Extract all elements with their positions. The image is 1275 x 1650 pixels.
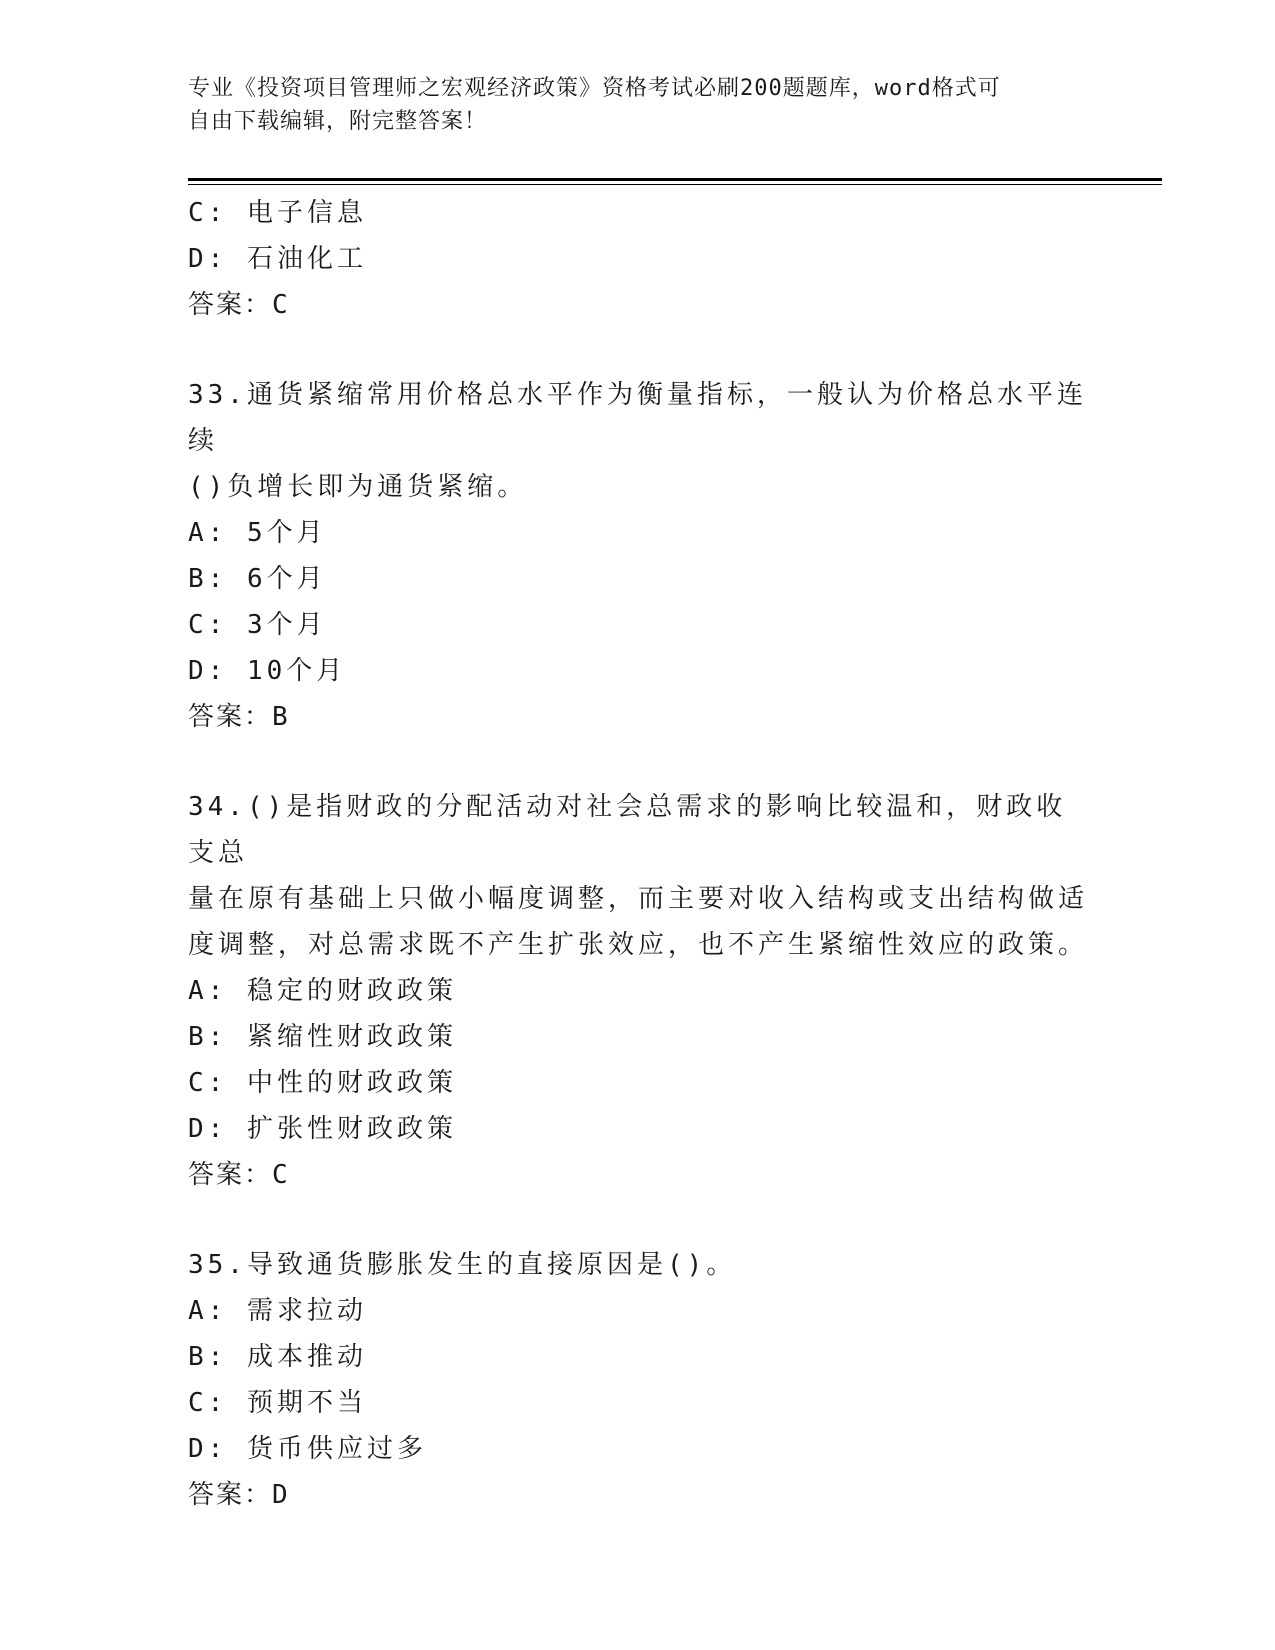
option-c: C: 3个月	[188, 610, 327, 640]
question-stem-line: ()负增长即为通货紧缩。	[188, 472, 528, 502]
option-c: C: 预期不当	[188, 1388, 367, 1418]
answer: 答案：D	[188, 1480, 290, 1510]
header-rule-thin	[188, 184, 1162, 185]
option-d: D: 货币供应过多	[188, 1434, 427, 1464]
option-c: C: 中性的财政政策	[188, 1068, 457, 1098]
option-c: C: 电子信息	[188, 198, 367, 228]
option-a: A: 需求拉动	[188, 1296, 367, 1326]
question-stem-line: 34.()是指财政的分配活动对社会总需求的影响比较温和，财政收支总	[188, 792, 1067, 868]
option-b: B: 紧缩性财政政策	[188, 1022, 457, 1052]
header-line-1: 专业《投资项目管理师之宏观经济政策》资格考试必刷200题题库，word格式可	[188, 76, 1001, 101]
answer: 答案：C	[188, 1160, 290, 1190]
option-a: A: 5个月	[188, 518, 327, 548]
question-stem-line: 度调整，对总需求既不产生扩张效应，也不产生紧缩性效应的政策。	[188, 930, 1089, 960]
option-d: D: 扩张性财政政策	[188, 1114, 457, 1144]
option-a: A: 稳定的财政政策	[188, 976, 457, 1006]
answer: 答案：B	[188, 702, 290, 732]
question-list	[188, 190, 1088, 1518]
question-35	[188, 1242, 1088, 1518]
question-stem-line: 量在原有基础上只做小幅度调整，而主要对收入结构或支出结构做适	[188, 884, 1089, 914]
question-33	[188, 372, 1088, 740]
question-stem-line: 33.通货紧缩常用价格总水平作为衡量指标，一般认为价格总水平连续	[188, 380, 1087, 456]
option-d: D: 10个月	[188, 656, 347, 686]
header-rule-thick	[188, 178, 1162, 181]
option-b: B: 成本推动	[188, 1342, 367, 1372]
header-line-2: 自由下载编辑，附完整答案！	[188, 109, 488, 134]
page-header	[188, 72, 1068, 138]
question-34	[188, 784, 1088, 1198]
question-32-tail	[188, 190, 1088, 328]
option-d: D: 石油化工	[188, 244, 367, 274]
answer: 答案：C	[188, 290, 290, 320]
option-b: B: 6个月	[188, 564, 327, 594]
question-stem-line: 35.导致通货膨胀发生的直接原因是()。	[188, 1250, 737, 1280]
